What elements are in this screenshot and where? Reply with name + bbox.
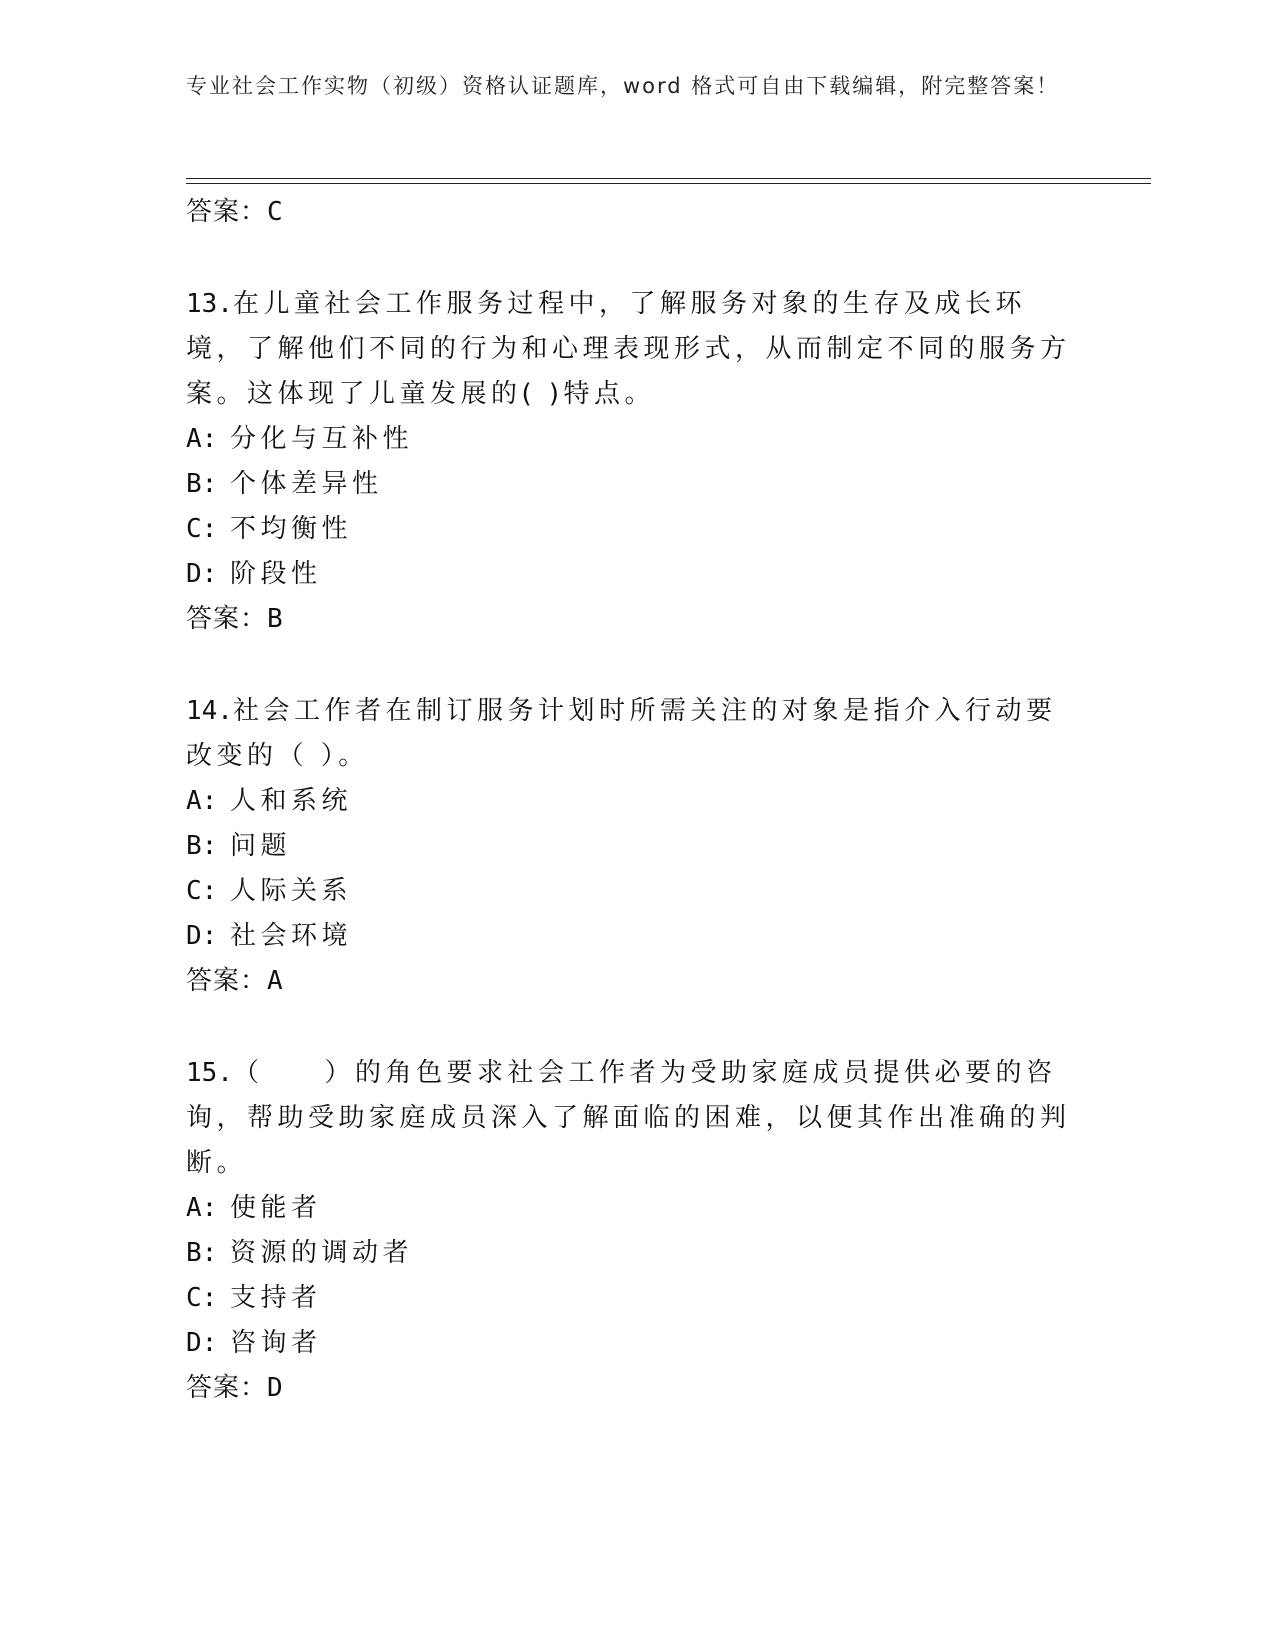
option-key: D: (186, 1328, 218, 1358)
option-text: 使能者 (230, 1193, 322, 1223)
option-key: B: (186, 831, 218, 861)
option-key: A: (186, 786, 218, 816)
option-b (186, 824, 1086, 869)
question-number: 15. (186, 1058, 233, 1088)
option-key: D: (186, 921, 218, 951)
question-stem: （ ）的角色要求社会工作者为受助家庭成员提供必要的咨询，帮助受助家庭成员深入了解面临的困难，以便其作出准确的判断。 (186, 1058, 1071, 1178)
option-b (186, 1231, 1086, 1276)
header-divider-thin (186, 183, 1151, 184)
question-stem: 在儿童社会工作服务过程中，了解服务对象的生存及成长环境，了解他们不同的行为和心理表现形式，从而制定不同的服务方案。这体现了儿童发展的( )特点。 (186, 289, 1071, 409)
option-a (186, 1186, 1086, 1231)
answer-line (186, 597, 1086, 641)
answer-label: 答案： (186, 1373, 268, 1403)
answer-line (186, 959, 1086, 1003)
option-text: 阶段性 (230, 559, 322, 589)
question-number: 14. (186, 696, 233, 726)
question-item (186, 1051, 1086, 1410)
option-b (186, 462, 1086, 507)
option-c (186, 507, 1086, 552)
option-key: A: (186, 1193, 218, 1223)
option-d (186, 552, 1086, 597)
answer-line (186, 1366, 1086, 1410)
header-divider-thick (186, 178, 1151, 179)
question-item (186, 689, 1086, 1003)
option-key: C: (186, 1283, 218, 1313)
option-text: 个体差异性 (230, 469, 383, 499)
option-key: B: (186, 469, 218, 499)
question-number: 13. (186, 289, 233, 319)
option-text: 人和系统 (230, 786, 353, 816)
option-text: 不均衡性 (230, 514, 353, 544)
answer-value: A (267, 966, 284, 996)
option-c (186, 1276, 1086, 1321)
question-stem: 社会工作者在制订服务计划时所需关注的对象是指介入行动要改变的（ ）。 (186, 696, 1057, 771)
option-key: A: (186, 424, 218, 454)
option-d (186, 914, 1086, 959)
answer-label: 答案： (186, 604, 268, 634)
option-text: 人际关系 (230, 876, 353, 906)
question-list (186, 190, 1086, 1410)
option-d (186, 1321, 1086, 1366)
document-header: 专业社会工作实物（初级）资格认证题库，word 格式可自由下载编辑，附完整答案！ (186, 74, 1060, 98)
option-key: D: (186, 559, 218, 589)
answer-line (186, 190, 1086, 234)
option-a (186, 779, 1086, 824)
option-text: 咨询者 (230, 1328, 322, 1358)
option-key: C: (186, 514, 218, 544)
answer-value: C (267, 197, 284, 227)
option-a (186, 417, 1086, 462)
option-key: C: (186, 876, 218, 906)
answer-label: 答案： (186, 966, 268, 996)
option-text: 支持者 (230, 1283, 322, 1313)
question-text (186, 689, 1086, 779)
option-text: 资源的调动者 (230, 1238, 414, 1268)
answer-value: B (267, 604, 284, 634)
option-text: 分化与互补性 (230, 424, 414, 454)
question-item (186, 282, 1086, 641)
option-c (186, 869, 1086, 914)
option-key: B: (186, 1238, 218, 1268)
question-text (186, 1051, 1086, 1186)
answer-label: 答案： (186, 197, 268, 227)
option-text: 社会环境 (230, 921, 353, 951)
option-text: 问题 (230, 831, 292, 861)
question-text (186, 282, 1086, 417)
answer-value: D (267, 1373, 284, 1403)
